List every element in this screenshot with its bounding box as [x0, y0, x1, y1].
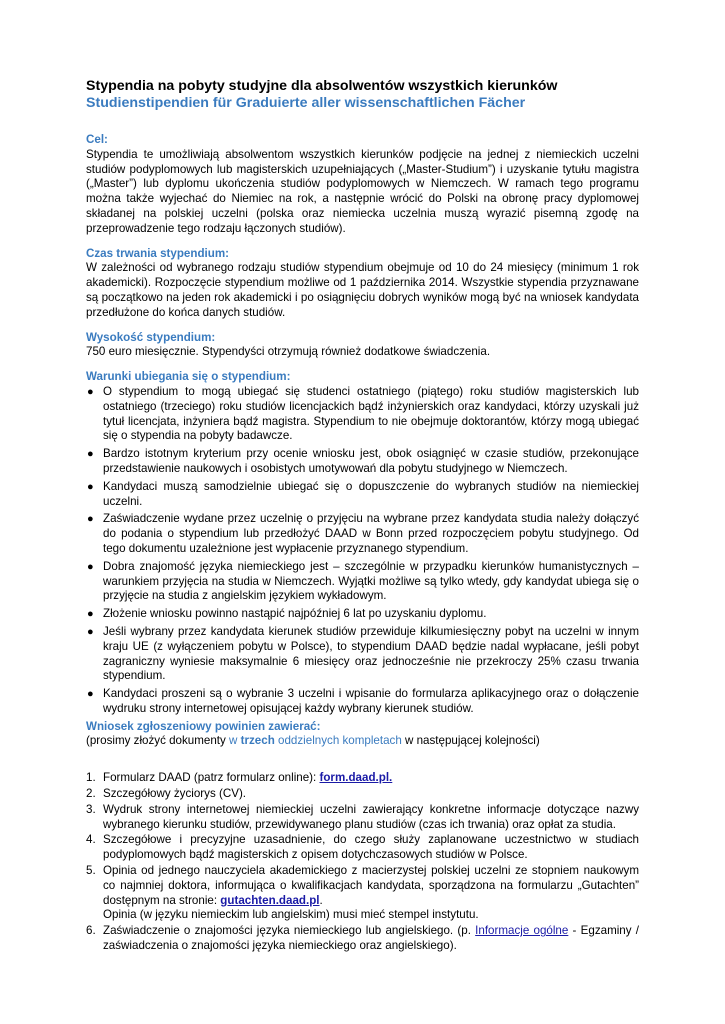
list-item: ● Dobra znajomość języka niemieckiego jest – szczególnie w przypadku kierunków humanistycznych – warunkiem przyjęcia na studia w Niemczech. Wyjątki możliwe są tylko wtedy, gdy kandydat ubiega się o przyjęcie na studia z angielskim językiem wykładowym.	[87, 559, 639, 603]
list-item: 2. Szczegółowy życiorys (CV).	[86, 787, 247, 801]
form-daad-link[interactable]: form.daad.pl.	[319, 771, 393, 785]
bullet-icon: ●	[87, 560, 94, 573]
czas-text: W zależności od wybranego rodzaju studiów stypendium obejmuje od 10 do 24 miesięcy (minimum 1 rok akademicki). Rozpoczęcie stypendium możliwe od 1 października 2014. Wszystkie stypendia przyznawane są początkowo na jeden rok akademicki i po osiągnięciu dobrych wyników mogą być na wniosek kandydata przedłużone do końca danych studiów.	[86, 261, 639, 319]
wysokosc-text: 750 euro miesięcznie. Stypendyści otrzymują również dodatkowe świadczenia.	[86, 345, 491, 359]
list-item: ● O stypendium to mogą ubiegać się studenci ostatniego (piątego) roku studiów magisterskich lub ostatniego (trzeciego) roku studiów licencjackich bądź inżynierskich oraz kandydaci, którzy uzyskali już tytuł licencjata, inżyniera bądź magistra. Stypendium to nie obejmuje doktorantów, którzy mogą ubiegać się o stypendia na pobyty badawcze.	[87, 384, 639, 443]
cel-text: Stypendia te umożliwiają absolwentom wszystkich kierunków podjęcie na jednej z niemieckich uczelni studiów podyplomowych lub magisterskich uzupełniających („Master-Studium”) i uzyskanie tytułu magistra („Master”) lub dyplomu ukończenia studiów podyplomowych w Niemczech. W ramach tego programu można także wyjechać do Niemiec na rok, a następnie wrócić do Polski na obronę pracy dyplomowej składanej na polskiej uczelni (polska oraz niemiecka uczelnia muszą wyrazić pisemną zgodę na przeprowadzenie tego rodzaju łączonych studiów).	[86, 147, 639, 235]
list-item: ● Jeśli wybrany przez kandydata kierunek studiów przewiduje kilkumiesięczny pobyt na uczelni w innym kraju UE (z wyłączeniem pobytu w Polsce), to stypendium DAAD będzie nadal wypłacane, jeśli pobyt zagraniczny wyniesie maksymalnie 6 miesięcy oraz jednocześnie nie przekroczy 25% czasu trwania stypendium.	[87, 624, 639, 683]
title-polish: Stypendia na pobyty studyjne dla absolwentów wszystkich kierunków	[86, 78, 558, 94]
section-heading-czas: Czas trwania stypendium:	[86, 246, 230, 260]
bullet-icon: ●	[87, 448, 94, 461]
bullet-icon: ●	[87, 688, 94, 701]
list-item: ● Zaświadczenie wydane przez uczelnię o przyjęciu na wybrane przez kandydata studia należy dołączyć do podania o stypendium lub przedłożyć DAAD w Bonn przed rozpoczęciem pobytu studyjnego. Od tego dokumentu uzależnione jest wypłacenie przyznanego stypendium.	[87, 512, 639, 555]
section-heading-warunki: Warunki ubiegania się o stypendium:	[86, 370, 291, 384]
list-item: 4. Szczegółowe i precyzyjne uzasadnienie, do czego służy zaplanowane uczestnictwo w studiach podyplomowych bądź magisterskich z opisem dotychczasowych studiów w Polsce.	[86, 833, 639, 862]
list-item: 5. Opinia od jednego nauczyciela akademickiego z macierzystej polskiej uczelni ze stopniem naukowym co najmniej doktora, informująca o kwalifikacjach kandydata, sporządzona na formularzu „Gutachten” dostępnym na stronie: gutachten.daad.pl. Opinia (w języku niemieckim lub angielskim) musi mieć stempel instytutu.	[86, 864, 639, 922]
list-item: ● Kandydaci proszeni są o wybranie 3 uczelni i wpisanie do formularza aplikacyjnego oraz o dołączenie wydruku strony internetowej opisującej każdy wybrany kierunek studiów.	[87, 687, 639, 715]
list-item: 3. Wydruk strony internetowej niemieckiej uczelni zawierający konkretne informacje dotyczące nazwy wybranego kierunku studiów, przewidywanego planu studiów (czas ich trwania) oraz opłat za studia.	[86, 802, 639, 831]
list-item: ● Kandydaci muszą samodzielnie ubiegać się o dopuszczenie do wybranych studiów na niemieckiej uczelni.	[87, 479, 639, 508]
wniosek-list	[86, 771, 639, 954]
bullet-icon: ●	[87, 608, 94, 621]
warunki-list	[86, 385, 639, 717]
wniosek-note: (prosimy złożyć dokumenty w trzech oddzielnych kompletach w następującej kolejności)	[86, 734, 540, 748]
bullet-icon: ●	[87, 625, 94, 638]
list-item: 6. Zaświadczenie o znajomości języka niemieckiego lub angielskiego. (p. Informacje ogólne - Egzaminy / zaświadczenia o znajomości języka niemieckiego oraz angielskiego).	[86, 924, 639, 953]
document	[86, 78, 639, 955]
list-item: ● Złożenie wniosku powinno nastąpić najpóźniej 6 lat po uzyskaniu dyplomu.	[87, 607, 487, 621]
title-german: Studienstipendien für Graduierte aller wissenschaftlichen Fächer	[86, 95, 526, 111]
bullet-icon: ●	[87, 480, 94, 493]
informacje-ogolne-link[interactable]: Informacje ogólne	[475, 924, 569, 938]
bullet-icon: ●	[87, 513, 94, 526]
section-heading-wniosek: Wniosek zgłoszeniowy powinien zawierać:	[86, 719, 321, 733]
bullet-icon: ●	[87, 385, 94, 398]
list-item: ● Bardzo istotnym kryterium przy ocenie wniosku jest, obok osiągnięć w czasie studiów, przekonujące przedstawienie naukowych i osobistych umotywowań dla pobytu studyjnego w Niemczech.	[87, 447, 639, 475]
section-heading-cel: Cel:	[86, 133, 108, 146]
list-item: 1. Formularz DAAD (patrz formularz online): form.daad.pl.	[86, 771, 393, 785]
gutachten-link[interactable]: gutachten.daad.pl	[220, 893, 320, 907]
section-heading-wysokosc: Wysokość stypendium:	[86, 330, 216, 344]
